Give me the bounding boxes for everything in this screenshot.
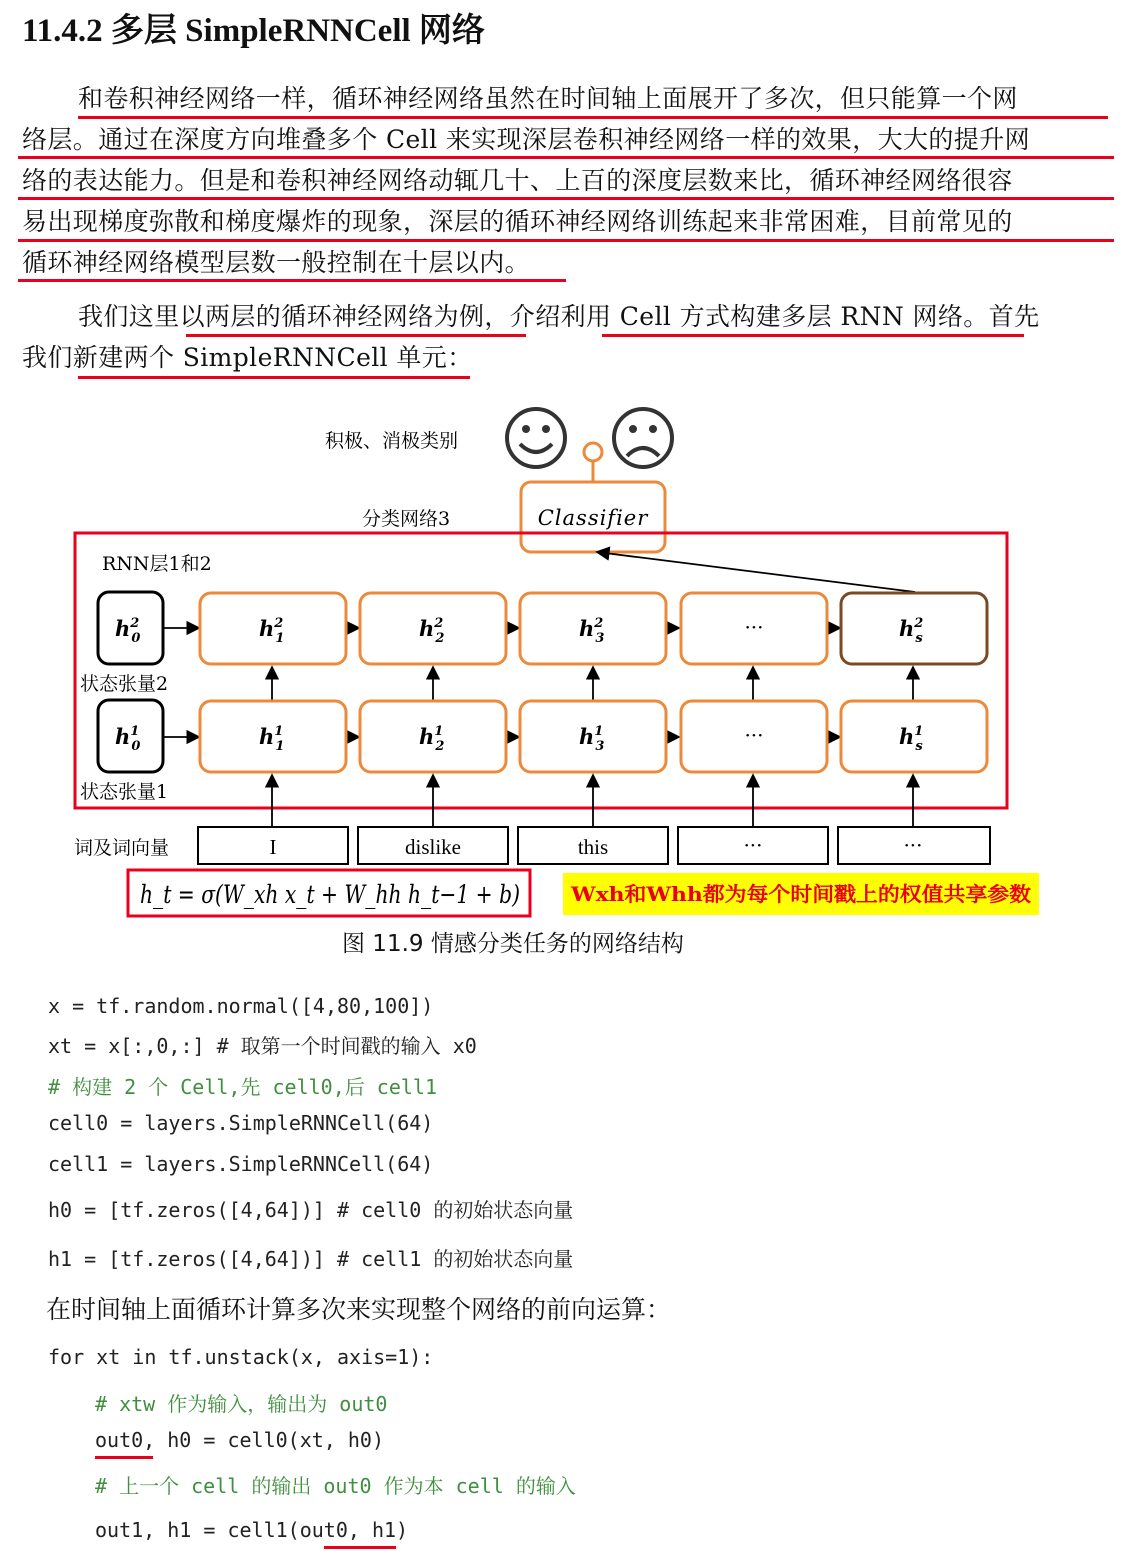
state2-label: 状态张量2 [80,673,169,695]
underline [18,156,1114,159]
paragraph-1-line: 络层。通过在深度方向堆叠多个 Cell 来实现深层卷积神经网络一样的效果，大大的提升网 [22,125,1031,154]
cell-label: $h^2$ s [899,616,924,646]
underline [186,334,526,337]
word-text: ··· [903,833,923,857]
cell-label: $h^1$ s [899,724,924,754]
word-label: 词及词向量 [74,837,170,859]
cell-label: $h^2$ 1 [259,616,285,646]
underline [78,376,470,379]
code-line: cell1 = layers.SimpleRNNCell(64) [48,1152,434,1176]
underline [602,334,1024,337]
top-row-cells [200,593,987,664]
state1-label: 状态张量1 [80,781,169,803]
happy-face-icon [507,409,565,467]
paragraph-1-line: 络的表达能力。但是和卷积神经网络动辄几十、上百的深度层数来比，循环神经网络很容 [22,166,1013,195]
word-text: ··· [743,833,763,857]
output-label: 积极、消极类别 [325,430,459,452]
paragraph-1-line: 和卷积神经网络一样，循环神经网络虽然在时间轴上面展开了多次，但只能算一个网 [78,84,1018,113]
paragraph-2-line: 我们这里以两层的循环神经网络为例，介绍利用 Cell 方式构建多层 RNN 网络。首先 [78,302,1040,331]
word-boxes [198,827,990,864]
paragraph-2-line: 我们新建两个 SimpleRNNCell 单元： [22,343,473,372]
code-comment: # 上一个 cell 的输出 out0 作为本 cell 的输入 [95,1474,576,1498]
underline [18,239,1114,242]
cell-label: $h^2$ 3 [579,616,605,646]
section-heading: 11.4.2 多层 SimpleRNNCell 网络 [22,13,485,49]
word-text: I [269,835,277,859]
code-line: h1 = [tf.zeros([4,64])] # cell1 的初始状态向量 [48,1247,574,1271]
classifier-text: Classifier [537,506,649,530]
code-line: out0, h0 = cell0(xt, h0) [95,1428,384,1452]
cell-label: ··· [744,615,764,639]
code-line: xt = x[:,0,:] # 取第一个时间戳的输入 x0 [48,1034,477,1058]
code-line: for xt in tf.unstack(x, axis=1): [48,1345,434,1369]
network-diagram [0,395,1133,955]
classifier-label: 分类网络3 [362,508,451,530]
underline [324,1546,396,1549]
code-line: cell0 = layers.SimpleRNNCell(64) [48,1111,434,1135]
cell-label: $h^2$ 2 [419,616,445,646]
cell-label: $h^1$ 2 [419,724,445,754]
word-text: this [577,835,609,859]
bottom-row-cells [200,701,987,772]
code-line: x = tf.random.normal([4,80,100]) [48,994,434,1018]
h0-bottom-label: $h^1$ 0 [115,724,141,754]
sad-face-icon [614,409,672,467]
figure-caption: 图 11.9 情感分类任务的网络结构 [342,931,684,957]
cell-label: $h^1$ 3 [579,724,605,754]
output-node [584,443,602,461]
cell-label: ··· [744,723,764,747]
note-text: Wxh和Whh都为每个时间戳上的权值共享参数 [569,882,1031,906]
h0-top-label: $h^2$ 0 [115,616,141,646]
underline [18,197,1114,200]
paragraph-1-line: 易出现梯度弥散和梯度爆炸的现象，深层的循环神经网络训练起来非常困难，目前常见的 [22,207,1013,236]
word-text: dislike [405,835,461,859]
paragraph-2 [22,296,1039,378]
code-line: out1, h1 = cell1(out0, h1) [95,1518,409,1542]
paragraph-1 [22,78,1030,283]
rnn-box-label: RNN层1和2 [102,553,212,575]
cell-label: $h^1$ 1 [259,724,285,754]
code-comment: # xtw 作为输入，输出为 out0 [95,1392,388,1416]
formula: h_t = σ(W_xh x_t + W_hh h_t−1 + b) [140,880,520,909]
code-line: h0 = [tf.zeros([4,64])] # cell0 的初始状态向量 [48,1198,574,1222]
paragraph-1-line: 循环神经网络模型层数一般控制在十层以内。 [22,248,531,277]
body-text: 在时间轴上面循环计算多次来实现整个网络的前向运算： [46,1295,672,1324]
underline [78,116,1108,119]
underline [18,279,566,282]
underline [95,1456,153,1459]
code-comment: # 构建 2 个 Cell,先 cell0,后 cell1 [48,1075,437,1099]
